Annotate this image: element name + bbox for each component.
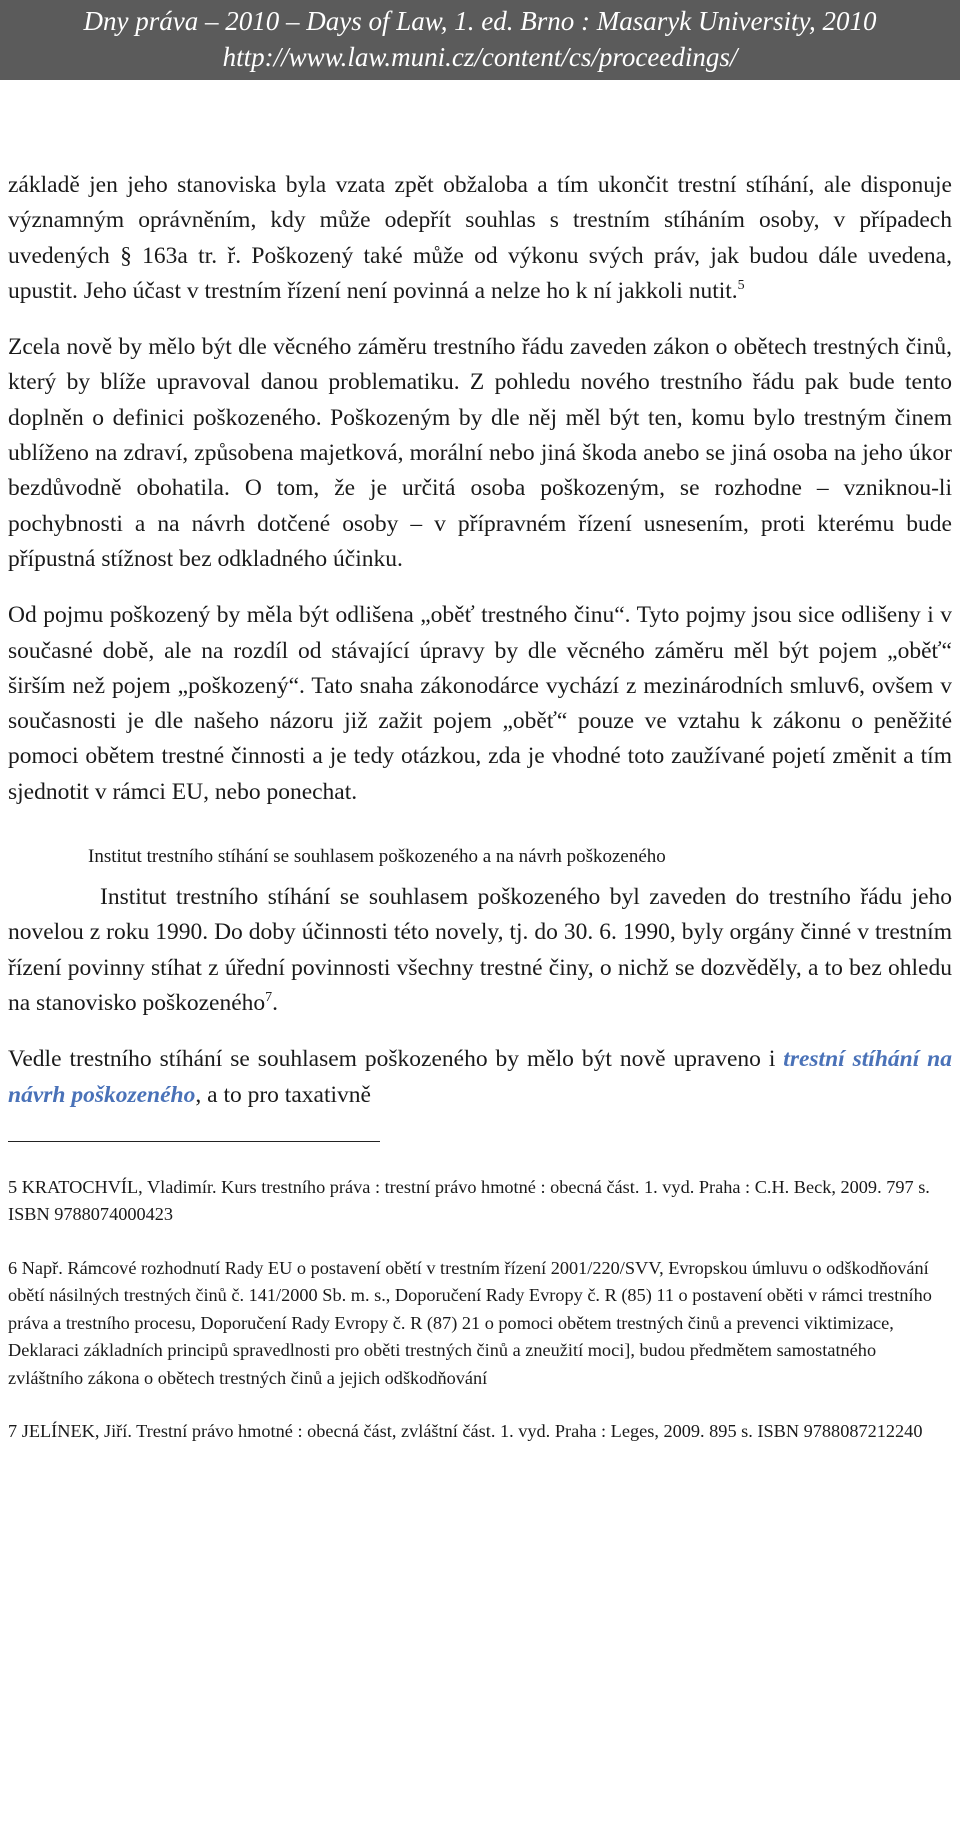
paragraph-5-end: , a to pro taxativně <box>195 1081 371 1108</box>
section-heading: Institut trestního stíhání se souhlasem poškozeného a na návrh poškozeného <box>88 846 666 868</box>
emphasized-term: trestní stíhání na návrh poškozeného <box>8 1046 952 1108</box>
header-url: http://www.law.muni.cz/content/cs/proceedings/ <box>222 42 738 72</box>
footnote-separator <box>8 1141 380 1142</box>
paragraph-1-text: základě jen jeho stanoviska byla vzata zpět obžaloba a tím ukončit trestní stíhání, ale disponuje významným oprávněním, kdy může odepřít souhlas s trestním stíháním osoby, v případech uvedených § 163a tr. ř. Poškozený také může od výkonu svých práv, jak budou dále uvedena, upustit. Jeho účast v trestním řízení není povinná a nelze ho k ní jakkoli nutit. <box>8 172 952 304</box>
page-header <box>0 0 960 80</box>
paragraph-1 <box>8 168 952 309</box>
paragraph-5 <box>8 1042 952 1113</box>
header-citation: Dny práva – 2010 – Days of Law, 1. ed. Brno : Masaryk University, 2010 <box>83 6 877 36</box>
paragraph-2: Zcela nově by mělo být dle věcného záměru trestního řádu zaveden zákon o obětech trestných činů, který by blíže upravoval danou problematiku. Z pohledu nového trestního řádu pak bude tento doplněn o definici poškozeného. Poškozeným by dle něj měl být ten, komu bylo trestným činem ublíženo na zdraví, způsobena majetková, morální nebo jiná škoda anebo se jiná osoba na jeho úkor bezdůvodně obohatila. O tom, že je určitá osoba poškozeným, se rozhodne – vzniknou-li pochybnosti a na návrh dotčené osoby – v přípravném řízení usnesením, proti kterému bude přípustná stížnost bez odkladného účinku. <box>8 334 952 572</box>
footnote-ref-7[interactable]: 7 <box>265 990 273 1006</box>
paragraph-4-end: . <box>272 989 279 1016</box>
footnote-7: 7 JELÍNEK, Jiří. Trestní právo hmotné : obecná část, zvláštní část. 1. vyd. Praha : Leges, 2009. 895 s. ISBN 9788087212240 <box>8 1421 923 1442</box>
page-body <box>0 80 960 1446</box>
footnote-ref-5[interactable]: 5 <box>737 278 745 294</box>
footnote-5: 5 KRATOCHVÍL, Vladimír. Kurs trestního práva : trestní právo hmotné : obecná část. 1. vyd. Praha : C.H. Beck, 2009. 797 s. ISBN 9788074000423 <box>8 1176 930 1225</box>
footnote-6: 6 Např. Rámcové rozhodnutí Rady EU o postavení obětí v trestním řízení 2001/220/SVV, Evropskou úmluvu o odškodňování obětí násilných trestných činů č. 141/2000 Sb. m. s., Doporučení Rady Evropy č. R (85) 11 o postavení oběti v rámci trestního práva a trestního procesu, Doporučení Rady Evropy č. R (87) 21 o pomoci obětem trestných činů a prevenci viktimizace, Deklaraci základních principů spravedlnosti pro oběti trestných činů a zneužití moci], budou předmětem samostatného zvláštního zákona o obětech trestných činů a jejich odškodňování <box>8 1257 932 1388</box>
paragraph-3: Od pojmu poškozený by měla být odlišena „oběť trestného činu“. Tyto pojmy jsou sice odlišeny i v současné době, ale na rozdíl od stávající úpravy by dle věcného záměru měl být pojem „oběť“ širším než pojem „poškozený“. Tato snaha zákonodárce vychází z mezinárodních smluv6, ovšem v současnosti je dle našeho názoru již zažit pojem „oběť“ pouze ve vztahu k zákonu o peněžité pomoci obětem trestné činnosti a je tedy otázkou, zda je vhodné toto zaužívané pojetí změnit a tím sjednotit v rámci EU, nebo ponechat. <box>8 602 952 805</box>
paragraph-4 <box>8 880 952 1021</box>
paragraph-4-text: Institut trestního stíhání se souhlasem poškozeného byl zaveden do trestního řádu jeho novelou z roku 1990. Do doby účinnosti této novely, tj. do 30. 6. 1990, byly orgány činné v trestním řízení povinny stíhat z úřední povinnosti všechny trestné činy, o nichž se dozvěděly, a to bez ohledu na stanovisko poškozeného <box>8 884 952 1016</box>
paragraph-5-start: Vedle trestního stíhání se souhlasem poškozeného by mělo být nově upraveno i <box>8 1046 784 1073</box>
